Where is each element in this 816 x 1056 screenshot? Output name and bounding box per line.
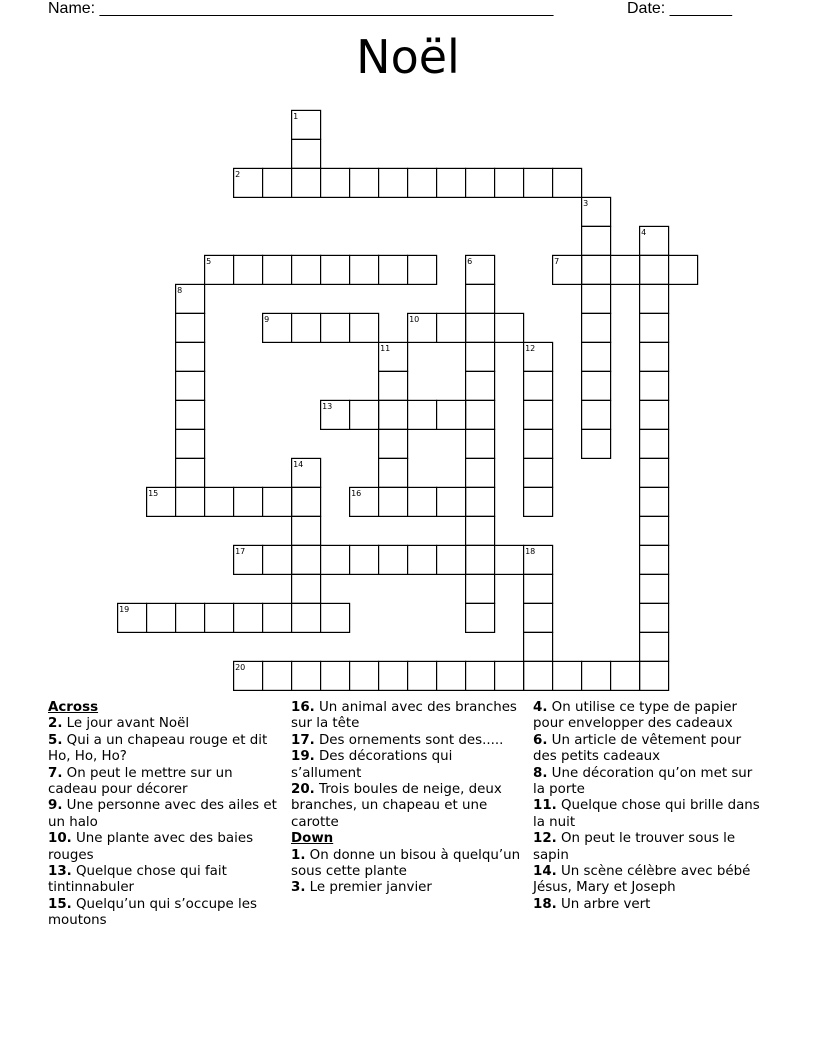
clue-text: Un article de vêtement pour des petits cadeaux xyxy=(533,732,742,765)
grid-cell[interactable] xyxy=(466,168,495,197)
grid-cell[interactable] xyxy=(321,168,350,197)
grid-cell-number: 6 xyxy=(467,256,473,266)
clue-item xyxy=(48,897,282,930)
grid-cell[interactable] xyxy=(640,516,669,545)
grid-cell[interactable] xyxy=(466,661,495,690)
grid-cell[interactable] xyxy=(263,255,292,284)
clue-text: Un arbre vert xyxy=(561,896,651,912)
clue-text: Quelqu’un qui s’occupe les moutons xyxy=(48,896,257,929)
grid-cell[interactable] xyxy=(553,168,582,197)
grid-cell[interactable] xyxy=(205,487,234,516)
clue-text: Une plante avec des baies rouges xyxy=(48,831,254,863)
grid-cell[interactable] xyxy=(292,168,321,197)
clue-text: Trois boules de neige, deux branches, un chapeau et une carotte xyxy=(291,782,502,830)
grid-cell[interactable] xyxy=(466,429,495,458)
grid-cell[interactable] xyxy=(176,429,205,458)
grid-cell[interactable] xyxy=(263,168,292,197)
clue-number: 10. xyxy=(48,831,72,847)
grid-cell[interactable] xyxy=(379,168,408,197)
grid-cell[interactable] xyxy=(408,487,437,516)
clue-number: 18. xyxy=(533,896,557,912)
grid-cell[interactable] xyxy=(582,313,611,342)
grid-cell-number: 11 xyxy=(380,343,391,353)
grid-cell-number: 5 xyxy=(206,256,212,266)
grid-cell[interactable] xyxy=(524,371,553,400)
clue-number: 20. xyxy=(291,782,315,798)
grid-cell[interactable] xyxy=(350,168,379,197)
grid-cell[interactable] xyxy=(495,168,524,197)
grid-cell[interactable] xyxy=(582,255,611,284)
grid-cell[interactable] xyxy=(263,603,292,632)
grid-cell[interactable] xyxy=(292,603,321,632)
grid-cell[interactable] xyxy=(524,487,553,516)
grid-cell[interactable] xyxy=(292,516,321,545)
grid-cell[interactable] xyxy=(466,574,495,603)
grid-cell[interactable] xyxy=(582,661,611,690)
clue-item xyxy=(48,766,282,799)
grid-cell[interactable] xyxy=(582,284,611,313)
grid-cell[interactable] xyxy=(524,429,553,458)
grid-cell-number: 15 xyxy=(148,488,159,498)
grid-cell-number: 8 xyxy=(177,285,183,295)
grid-cell-number: 2 xyxy=(235,169,241,179)
grid-cell[interactable] xyxy=(350,255,379,284)
grid-cell[interactable] xyxy=(553,661,582,690)
grid-cell-number: 7 xyxy=(554,256,560,266)
grid-cell[interactable] xyxy=(495,661,524,690)
grid-cell[interactable] xyxy=(524,632,553,661)
grid-cell[interactable] xyxy=(321,255,350,284)
grid-cell[interactable] xyxy=(640,342,669,371)
grid-cell[interactable] xyxy=(292,545,321,574)
grid-cell[interactable] xyxy=(640,487,669,516)
clue-number: 1. xyxy=(291,847,306,863)
clue-item xyxy=(533,733,767,766)
clue-text: Un scène célèbre avec bébé Jésus, Mary et Joseph xyxy=(533,864,751,896)
grid-cell[interactable] xyxy=(263,487,292,516)
clue-section-heading: Across xyxy=(48,700,99,715)
grid-cell[interactable] xyxy=(176,458,205,487)
page-title: Noël xyxy=(356,30,460,84)
grid-cell[interactable] xyxy=(176,371,205,400)
clue-item xyxy=(48,733,282,766)
clue-item xyxy=(48,864,282,897)
grid-cell[interactable] xyxy=(524,574,553,603)
grid-cell[interactable] xyxy=(321,661,350,690)
grid-cell[interactable] xyxy=(640,284,669,313)
grid-cell[interactable] xyxy=(640,371,669,400)
clue-item xyxy=(291,749,525,782)
grid-cell[interactable] xyxy=(292,139,321,168)
clue-text: Le premier janvier xyxy=(309,880,432,896)
grid-cell[interactable] xyxy=(292,255,321,284)
clue-number: 19. xyxy=(291,749,315,765)
grid-cell[interactable] xyxy=(379,545,408,574)
clue-text: Une décoration qu’on met sur la porte xyxy=(533,765,753,798)
grid-cell[interactable] xyxy=(379,661,408,690)
grid-cell[interactable] xyxy=(437,400,466,429)
grid-cell[interactable] xyxy=(437,545,466,574)
grid-cell[interactable] xyxy=(524,661,553,690)
grid-cell[interactable] xyxy=(408,661,437,690)
grid-cell[interactable] xyxy=(437,168,466,197)
grid-cell[interactable] xyxy=(350,545,379,574)
clue-text: Une personne avec des ailes et un halo xyxy=(48,798,277,830)
grid-cell-number: 4 xyxy=(641,227,647,237)
grid-cell[interactable] xyxy=(234,255,263,284)
clue-number: 9. xyxy=(48,798,63,814)
clue-number: 14. xyxy=(533,864,557,880)
grid-cell[interactable] xyxy=(466,458,495,487)
clues-column-3 xyxy=(533,700,767,913)
clue-number: 6. xyxy=(533,732,548,748)
clue-number: 15. xyxy=(48,896,72,912)
clue-text: On peut le trouver sous le sapin xyxy=(533,831,736,863)
grid-cell[interactable] xyxy=(582,226,611,255)
clue-item xyxy=(48,831,282,864)
grid-cell[interactable] xyxy=(582,371,611,400)
grid-cell[interactable] xyxy=(176,487,205,516)
clue-number: 7. xyxy=(48,765,63,781)
grid-cell[interactable] xyxy=(640,255,669,284)
grid-cell[interactable] xyxy=(466,545,495,574)
clue-text: On utilise ce type de papier pour envelopper des cadeaux xyxy=(533,700,738,732)
clue-number: 3. xyxy=(291,880,306,896)
grid-cell[interactable] xyxy=(292,313,321,342)
grid-cell[interactable] xyxy=(466,284,495,313)
grid-cell-number: 18 xyxy=(525,546,536,556)
grid-cell-number: 14 xyxy=(293,459,304,469)
grid-cell[interactable] xyxy=(466,516,495,545)
grid-cell[interactable] xyxy=(176,400,205,429)
clue-number: 16. xyxy=(291,700,315,715)
clue-number: 2. xyxy=(48,716,63,732)
clue-item xyxy=(291,700,525,733)
grid-cell[interactable] xyxy=(379,429,408,458)
clue-item xyxy=(291,733,525,749)
grid-cell[interactable] xyxy=(640,429,669,458)
clue-number: 12. xyxy=(533,831,557,847)
grid-cell[interactable] xyxy=(292,661,321,690)
grid-cell[interactable] xyxy=(147,603,176,632)
grid-cell[interactable] xyxy=(669,255,698,284)
clue-text: Des décorations qui s’allument xyxy=(291,749,453,781)
clue-item xyxy=(533,864,767,897)
clue-text: Quelque chose qui fait tintinnabuler xyxy=(48,864,227,896)
clues-column-2 xyxy=(291,700,525,897)
grid-cell[interactable] xyxy=(640,632,669,661)
grid-cell[interactable] xyxy=(321,313,350,342)
grid-cell[interactable] xyxy=(640,574,669,603)
grid-cell[interactable] xyxy=(263,661,292,690)
clue-item xyxy=(48,716,282,732)
grid-cell[interactable] xyxy=(321,603,350,632)
grid-cell[interactable] xyxy=(524,400,553,429)
grid-cell[interactable] xyxy=(379,400,408,429)
grid-cell[interactable] xyxy=(408,545,437,574)
grid-cell[interactable] xyxy=(524,458,553,487)
clue-number: 13. xyxy=(48,864,72,880)
grid-cell[interactable] xyxy=(466,487,495,516)
grid-cell-number: 3 xyxy=(583,198,589,208)
grid-cell[interactable] xyxy=(640,313,669,342)
grid-cell[interactable] xyxy=(292,487,321,516)
grid-cell-number: 9 xyxy=(264,314,270,324)
grid-cell[interactable] xyxy=(292,574,321,603)
grid-cell[interactable] xyxy=(524,603,553,632)
grid-cell[interactable] xyxy=(408,255,437,284)
grid-cell[interactable] xyxy=(234,487,263,516)
grid-cell[interactable] xyxy=(176,313,205,342)
grid-cell[interactable] xyxy=(582,429,611,458)
clue-item xyxy=(533,766,767,799)
clue-item xyxy=(291,782,525,831)
grid-cell-number: 1 xyxy=(293,111,299,121)
grid-cell[interactable] xyxy=(640,661,669,690)
grid-cell-number: 16 xyxy=(351,488,362,498)
clues-column-1 xyxy=(48,700,282,930)
clue-text: On peut le mettre sur un cadeau pour décorer xyxy=(48,765,233,798)
clue-text: Des ornements sont des..... xyxy=(319,732,504,748)
grid-cell[interactable] xyxy=(495,313,524,342)
clue-number: 8. xyxy=(533,765,548,781)
name-field-label: Name: ___________________________________________________ xyxy=(48,0,554,17)
grid-cell[interactable] xyxy=(640,603,669,632)
grid-cell-number: 20 xyxy=(235,662,246,672)
grid-cell[interactable] xyxy=(582,400,611,429)
clue-text: Un animal avec des branches sur la tête xyxy=(291,700,517,732)
grid-cell-number: 12 xyxy=(525,343,536,353)
grid-cell[interactable] xyxy=(437,487,466,516)
clue-item xyxy=(533,700,767,733)
clue-item xyxy=(533,897,767,913)
grid-cell[interactable] xyxy=(205,603,234,632)
grid-cell[interactable] xyxy=(466,400,495,429)
grid-cell[interactable] xyxy=(379,458,408,487)
grid-cell[interactable] xyxy=(350,661,379,690)
grid-cell[interactable] xyxy=(524,168,553,197)
grid-cell[interactable] xyxy=(379,371,408,400)
clue-text: Le jour avant Noël xyxy=(66,716,190,732)
grid-cell[interactable] xyxy=(466,371,495,400)
grid-cell[interactable] xyxy=(350,400,379,429)
clue-item xyxy=(533,798,767,831)
grid-cell[interactable] xyxy=(234,603,263,632)
grid-cell-number: 13 xyxy=(322,401,333,411)
clue-item xyxy=(533,831,767,864)
clue-number: 17. xyxy=(291,732,315,748)
grid-cell[interactable] xyxy=(321,545,350,574)
clue-item xyxy=(291,848,525,881)
grid-cell[interactable] xyxy=(176,342,205,371)
grid-cell[interactable] xyxy=(408,400,437,429)
grid-cell[interactable] xyxy=(466,342,495,371)
grid-cell[interactable] xyxy=(263,545,292,574)
clue-number: 4. xyxy=(533,700,548,715)
clue-text: Quelque chose qui brille dans la nuit xyxy=(533,798,760,830)
grid-cell[interactable] xyxy=(582,342,611,371)
grid-cell[interactable] xyxy=(640,545,669,574)
clue-text: On donne un bisou à quelqu’un sous cette plante xyxy=(291,847,521,880)
grid-cell[interactable] xyxy=(408,168,437,197)
grid-cell[interactable] xyxy=(640,400,669,429)
grid-cell-number: 17 xyxy=(235,546,246,556)
grid-cell[interactable] xyxy=(437,313,466,342)
grid-cell-number: 19 xyxy=(119,604,130,614)
grid-cell[interactable] xyxy=(437,661,466,690)
grid-cell[interactable] xyxy=(611,255,640,284)
grid-cell[interactable] xyxy=(640,458,669,487)
grid-cell[interactable] xyxy=(379,487,408,516)
clue-number: 5. xyxy=(48,732,63,748)
grid-cell-number: 10 xyxy=(409,314,420,324)
grid-cell[interactable] xyxy=(379,255,408,284)
grid-cell[interactable] xyxy=(350,313,379,342)
clue-item xyxy=(291,880,525,896)
grid-cell[interactable] xyxy=(466,313,495,342)
clue-text: Qui a un chapeau rouge et dit Ho, Ho, Ho? xyxy=(48,732,268,765)
grid-cell[interactable] xyxy=(611,661,640,690)
clue-item xyxy=(48,798,282,831)
grid-cell[interactable] xyxy=(495,545,524,574)
grid-cell[interactable] xyxy=(466,603,495,632)
date-field-label: Date: _______ xyxy=(627,0,732,17)
clue-section-heading: Down xyxy=(291,831,334,847)
grid-cell[interactable] xyxy=(176,603,205,632)
clue-number: 11. xyxy=(533,798,557,814)
